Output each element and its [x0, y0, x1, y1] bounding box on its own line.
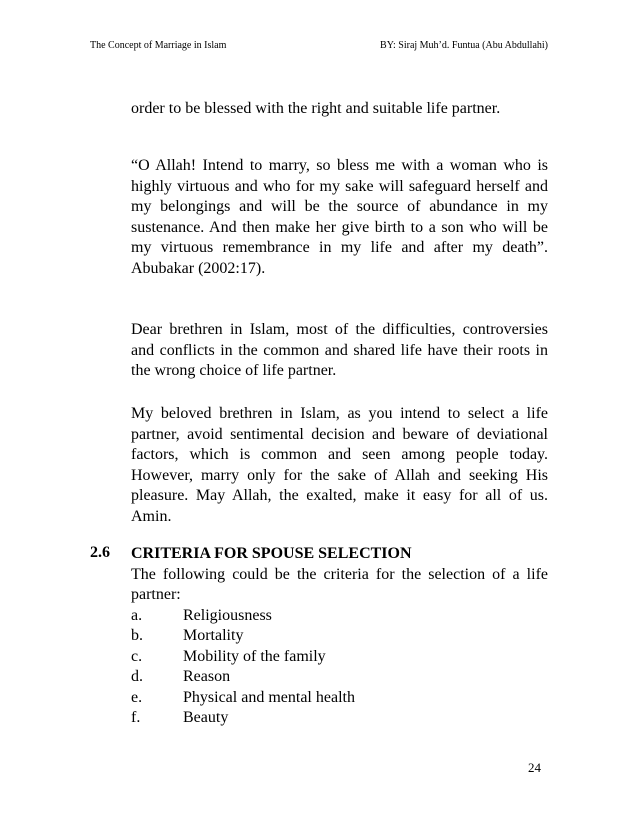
- list-item: [131, 708, 548, 729]
- list-letter: a.: [131, 606, 143, 624]
- list-letter: d.: [131, 668, 143, 685]
- paragraph-1: [131, 99, 548, 120]
- paragraph-text: order to be blessed with the right and suitable life partner.: [131, 100, 501, 117]
- criteria-section: [131, 544, 548, 729]
- list-letter: e.: [131, 688, 143, 706]
- list-item: [131, 626, 548, 647]
- list-letter: b.: [131, 627, 143, 644]
- list-item: [131, 667, 548, 688]
- list-text: Physical and mental health: [183, 688, 355, 706]
- list-text: Mobility of the family: [183, 647, 326, 665]
- list-letter: c.: [131, 647, 143, 665]
- page-header: [90, 40, 548, 52]
- paragraph-text: My beloved brethren in Islam, as you intend to select a life partner, avoid sentimental decision and beware of deviational factors, which is common and seen among people today. However, marry only for the sake of Allah and seeking His pleasure. May Allah, the exalted, make it easy for all of us. Amin.: [131, 405, 548, 525]
- paragraph-4: [131, 404, 548, 527]
- list-letter: f.: [131, 709, 141, 726]
- list-item: [131, 606, 548, 627]
- paragraph-text: Dear brethren in Islam, most of the difficulties, controversies and conflicts in the common and shared life have their roots in the wrong choice of life partner.: [131, 321, 548, 379]
- header-title: The Concept of Marriage in Islam: [90, 40, 227, 51]
- list-text: Reason: [183, 668, 231, 685]
- page-number: 24: [528, 760, 541, 775]
- list-item: [131, 647, 548, 668]
- criteria-list: [131, 606, 548, 729]
- section-intro: The following could be the criteria for the selection of a life partner:: [131, 565, 548, 603]
- paragraph-3: [131, 320, 548, 382]
- paragraph-text: “O Allah! Intend to marry, so bless me with a woman who is highly virtuous and who for my sake will safeguard herself and my belongings and will be the source of abundance in my sustenance. And then make her give birth to a son who will be my virtuous remembrance in my life and after my death”. Abubakar (2002:17).: [131, 157, 548, 277]
- list-item: [131, 688, 548, 709]
- section-title: CRITERIA FOR SPOUSE SELECTION: [131, 545, 412, 562]
- section-number: 2.6: [90, 544, 110, 561]
- list-text: Beauty: [183, 709, 229, 726]
- header-author: BY: Siraj Muh’d. Funtua (Abu Abdullahi): [380, 40, 548, 51]
- list-text: Religiousness: [183, 606, 272, 624]
- prayer-quote: [131, 156, 548, 279]
- list-text: Mortality: [183, 627, 244, 644]
